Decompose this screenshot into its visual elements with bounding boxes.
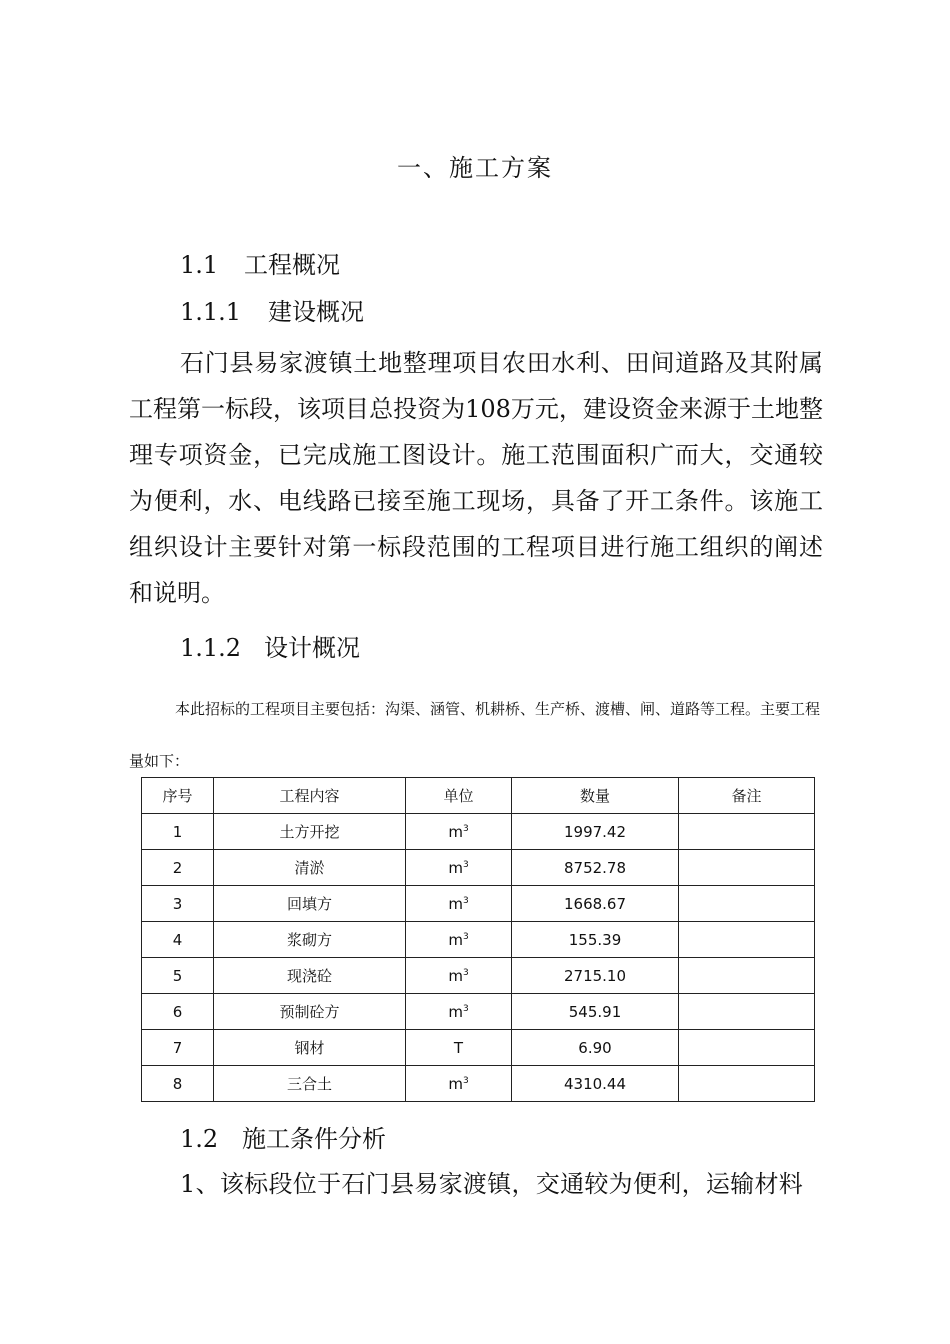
section-heading-1-2 (180, 1119, 386, 1154)
cell-no: 8 (142, 1066, 214, 1102)
section-number: 1.2 (180, 1125, 219, 1153)
cell-item: 土方开挖 (214, 814, 406, 850)
cell-note (679, 1066, 815, 1102)
cell-qty: 4310.44 (512, 1066, 679, 1102)
section-title: 施工条件分析 (242, 1125, 386, 1153)
cell-item: 三合土 (214, 1066, 406, 1102)
cell-no: 4 (142, 922, 214, 958)
cell-no: 2 (142, 850, 214, 886)
section-title: 设计概况 (264, 634, 360, 662)
design-paragraph: 本此招标的工程项目主要包括：沟渠、涵管、机耕桥、生产桥、渡槽、闸、道路等工程。主要工程量如下： (129, 700, 821, 770)
table-row (142, 1030, 815, 1066)
cell-item: 浆砌方 (214, 922, 406, 958)
section-number: 1.1.1 (180, 298, 242, 326)
cell-qty: 1668.67 (512, 886, 679, 922)
cell-qty: 2715.10 (512, 958, 679, 994)
cell-item: 清淤 (214, 850, 406, 886)
cell-no: 1 (142, 814, 214, 850)
table-header-row (142, 778, 815, 814)
section-heading-1-1-1 (180, 292, 364, 327)
cell-qty: 8752.78 (512, 850, 679, 886)
cell-unit: $m^3$ (406, 994, 512, 1030)
cell-unit: $m^3$ (406, 1066, 512, 1102)
cell-item: 回填方 (214, 886, 406, 922)
table-row (142, 1066, 815, 1102)
table-row (142, 814, 815, 850)
table-row (142, 850, 815, 886)
cell-qty: 545.91 (512, 994, 679, 1030)
cell-unit: T (406, 1030, 512, 1066)
cell-item: 钢材 (214, 1030, 406, 1066)
cell-unit: $m^3$ (406, 814, 512, 850)
section-heading-1-1-2 (180, 628, 360, 663)
cell-unit: $m^3$ (406, 958, 512, 994)
condition-paragraph: 1、该标段位于石门县易家渡镇，交通较为便利，运输材料 (180, 1170, 804, 1198)
cell-note (679, 922, 815, 958)
table-row (142, 886, 815, 922)
cell-note (679, 1030, 815, 1066)
header-qty: 数量 (512, 778, 679, 814)
cell-no: 3 (142, 886, 214, 922)
cell-qty: 1997.42 (512, 814, 679, 850)
header-unit: 单位 (406, 778, 512, 814)
cell-no: 5 (142, 958, 214, 994)
cell-qty: 155.39 (512, 922, 679, 958)
cell-no: 6 (142, 994, 214, 1030)
header-note: 备注 (679, 778, 815, 814)
table-row (142, 958, 815, 994)
cell-note (679, 850, 815, 886)
cell-note (679, 994, 815, 1030)
cell-note (679, 958, 815, 994)
cell-qty: 6.90 (512, 1030, 679, 1066)
table-row (142, 994, 815, 1030)
section-number: 1.1.2 (180, 634, 242, 662)
section-title: 工程概况 (244, 251, 340, 279)
section-number: 1.1 (180, 251, 219, 279)
cell-note (679, 886, 815, 922)
cell-item: 预制砼方 (214, 994, 406, 1030)
cell-unit: $m^3$ (406, 922, 512, 958)
header-no: 序号 (142, 778, 214, 814)
quantity-table (141, 777, 815, 1102)
section-title: 建设概况 (268, 298, 364, 326)
quantity-table-container (141, 777, 815, 1102)
cell-note (679, 814, 815, 850)
header-item: 工程内容 (214, 778, 406, 814)
section-heading-1-1 (180, 245, 340, 280)
cell-no: 7 (142, 1030, 214, 1066)
cell-item: 现浇砼 (214, 958, 406, 994)
table-row (142, 922, 815, 958)
cell-unit: $m^3$ (406, 850, 512, 886)
page-title: 一、施工方案 (397, 154, 553, 182)
overview-paragraph: 石门县易家渡镇土地整理项目农田水利、田间道路及其附属工程第一标段，该项目总投资为108万元，建设资金来源于土地整理专项资金，已完成施工图设计。施工范围面积广而大，交通较为便利，水、电线路已接至施工现场，具备了开工条件。该施工组织设计主要针对第一标段范围的工程项目进行施工组织的阐述和说明。 (129, 349, 823, 607)
cell-unit: $m^3$ (406, 886, 512, 922)
